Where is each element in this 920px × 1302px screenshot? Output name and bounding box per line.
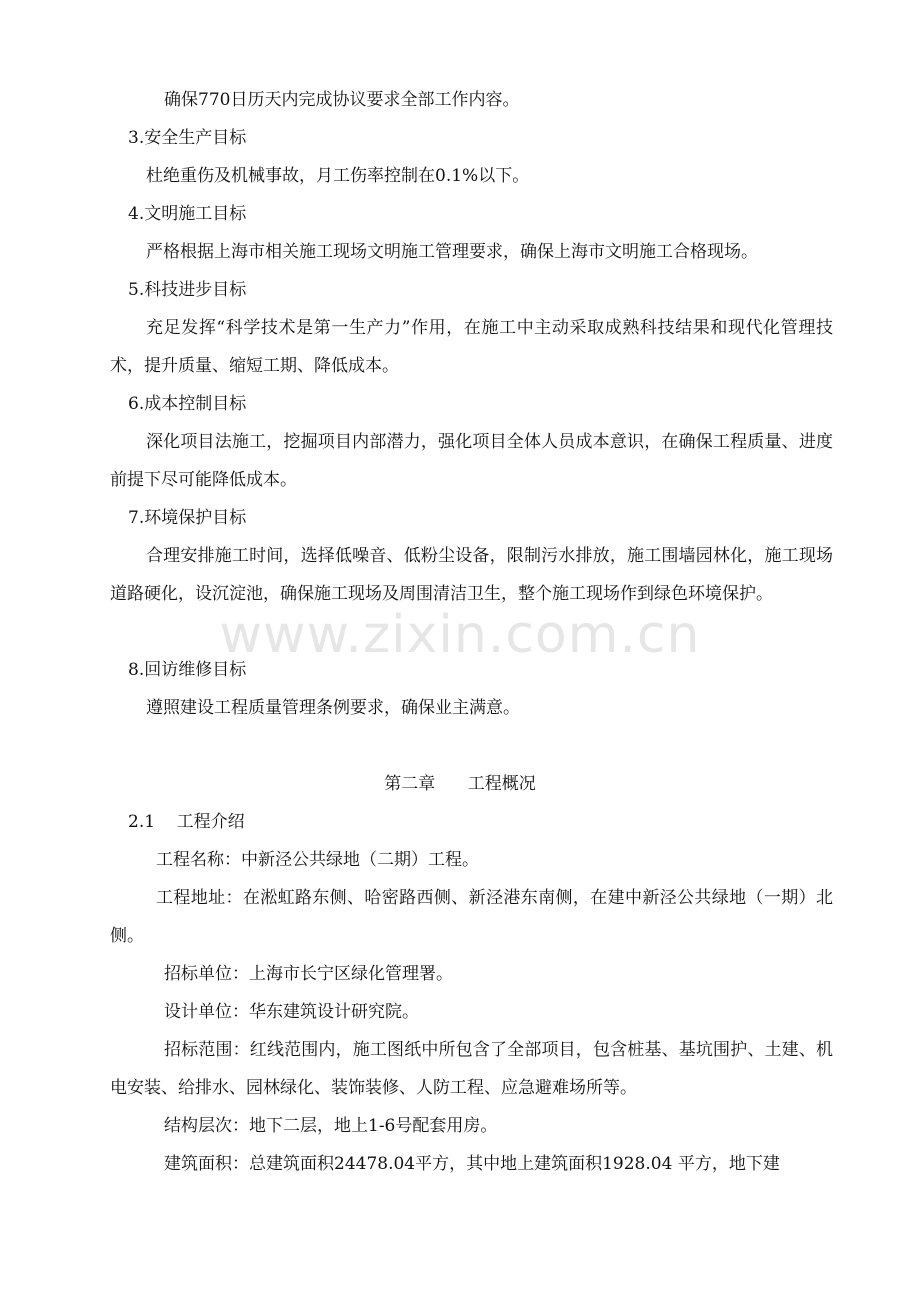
paragraph-text: 遵照建设工程质量管理条例要求，确保业主满意。 [146, 698, 520, 718]
design-unit-text: 设计单位：华东建筑设计研究院。 [164, 1002, 419, 1022]
project-name-text: 工程名称：中新泾公共绿地（二期）工程。 [156, 850, 479, 870]
section-heading-text: 2.1 工程介绍 [128, 812, 245, 832]
tender-scope: 招标范围：红线范围内，施工图纸中所包含了全部项目，包含桩基、基坑围护、土建、机电安装、给排水、园林绿化、装饰装修、人防工程、应急避难场所等。 [110, 1040, 833, 1098]
heading-environment: 7.环境保护目标 [128, 508, 247, 528]
structure-text: 结构层次：地下二层，地上1-6号配套用房。 [164, 1116, 498, 1136]
paragraph-text: 确保770日历天内完成协议要求全部工作内容。 [164, 90, 520, 110]
heading-technology: 5.科技进步目标 [128, 280, 247, 300]
building-area-text: 建筑面积：总建筑面积24478.04平方，其中地上建筑面积1928.04 平方，地下建 [164, 1154, 780, 1174]
heading-safety: 3.安全生产目标 [128, 128, 247, 148]
paragraph-text: 杜绝重伤及机械事故，月工伤率控制在0.1%以下。 [146, 166, 530, 186]
chapter-title: 第二章 工程概况 [384, 774, 536, 794]
heading-maintenance: 8.回访维修目标 [128, 660, 247, 680]
paragraph-technology: 充足发挥“科学技术是第一生产力”作用，在施工中主动采取成熟科技结果和现代化管理技术，提升质量、缩短工期、降低成本。 [110, 318, 833, 376]
project-address: 工程地址：在淞虹路东侧、哈密路西侧、新泾港东南侧，在建中新泾公共绿地（一期）北侧。 [110, 888, 833, 946]
tender-unit-text: 招标单位：上海市长宁区绿化管理署。 [164, 964, 453, 984]
paragraph-cost: 深化项目法施工，挖掘项目内部潜力，强化项目全体人员成本意识，在确保工程质量、进度前提下尽可能降低成本。 [110, 432, 833, 490]
paragraph-text: 严格根据上海市相关施工现场文明施工管理要求，确保上海市文明施工合格现场。 [146, 242, 758, 262]
paragraph-environment: 合理安排施工时间，选择低噪音、低粉尘设备，限制污水排放，施工围墙园林化，施工现场道路硬化，设沉淀池，确保施工现场及周围清洁卫生，整个施工现场作到绿色环境保护。 [110, 546, 833, 604]
heading-civilized: 4.文明施工目标 [128, 204, 247, 224]
heading-cost: 6.成本控制目标 [128, 394, 247, 414]
watermark: www.zixin.com.cn [219, 605, 701, 665]
